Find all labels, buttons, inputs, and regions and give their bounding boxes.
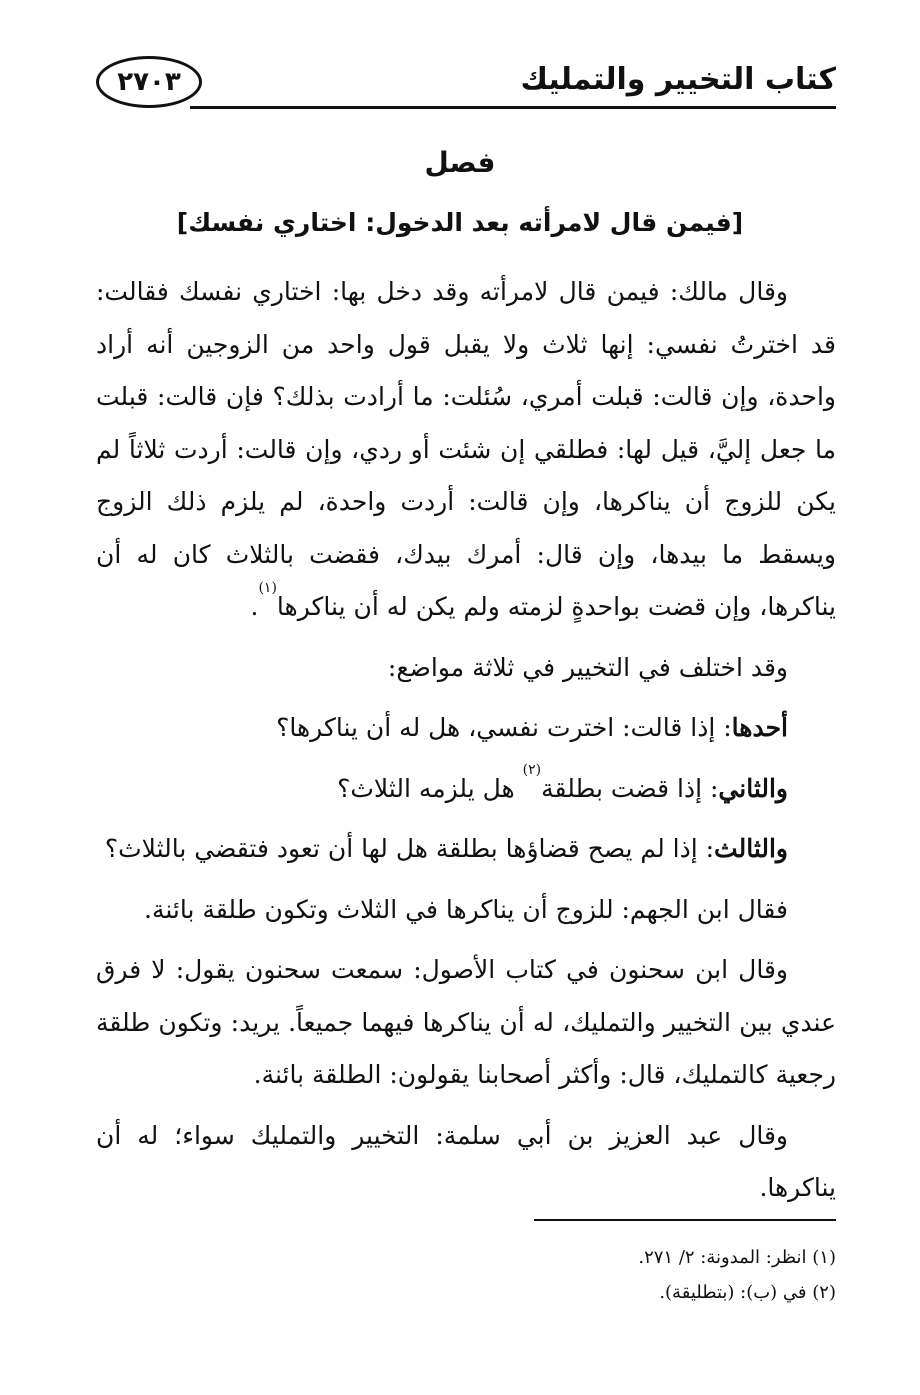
paragraph-3 xyxy=(96,702,836,755)
page-number xyxy=(96,56,202,108)
paragraph-1-end: . xyxy=(250,592,259,621)
page-number-text: ٢٧٠٣ xyxy=(117,67,181,97)
footnote-2: (٢) في (ب): (بتطليقة). xyxy=(659,1282,836,1303)
section-heading: فصل xyxy=(424,146,496,179)
paragraph-3-text: : إذا قالت: اخترت نفسي، هل له أن يناكرها؟ xyxy=(276,713,732,742)
running-header-title: كتاب التخيير والتمليك xyxy=(520,62,836,97)
paragraph-4-text-a: : إذا قضت بطلقة xyxy=(541,773,719,803)
body-text xyxy=(96,266,836,1215)
paragraph-4-text-b: هل يلزمه الثلاث؟ xyxy=(337,773,523,803)
paragraph-2: وقد اختلف في التخيير في ثلاثة مواضع: xyxy=(387,652,788,682)
paragraph-5-text: : إذا لم يصح قضاؤها بطلقة هل لها أن تعود فتقضي بالثلاث؟ xyxy=(104,834,715,863)
footnotes xyxy=(84,1240,836,1310)
paragraph-1 xyxy=(96,266,836,634)
paragraph-6: فقال ابن الجهم: للزوج أن يناكرها في الثلاث وتكون طلقة بائنة. xyxy=(144,894,788,924)
paragraph-1-text: وقال مالك: فيمن قال لامرأته وقد دخل بها: اختاري نفسك فقالت: قد اخترتُ نفسي: إنها ثلاث ولا يقبل قول واحد من الزوجين أنه أراد واحدة، وإن قالت: قبلت أمري، سُئلت: ما أرادت بذلك؟ فإن قالت: قبلت ما جعل إليَّ، قيل لها: فطلقي إن شئت أو ردي، وإن قالت: أردت ثلاثاً لم يكن للزوج أن يناكرها، وإن قالت: أردت واحدة، لم يلزم ذلك الزوج ويسقط ما بيدها، وإن قال: أمرك بيدك، فقضت بالثلاث كان له أن يناكرها، وإن قضت بواحدةٍ لزمته ولم يكن له أن يناكرها xyxy=(96,277,836,621)
footnote-separator xyxy=(534,1219,836,1221)
footnote-marker-2: (٢) xyxy=(522,761,542,778)
footnote-marker-1: (١) xyxy=(258,580,277,596)
paragraph-5-label: والثالث xyxy=(714,834,788,863)
header-rule xyxy=(190,106,836,109)
paragraph-4-label: والثاني xyxy=(718,773,788,803)
paragraph-4 xyxy=(96,763,836,816)
paragraph-3-label: أحدها xyxy=(731,713,788,742)
footnote-1: (١) انظر: المدونة: ٢/ ٢٧١. xyxy=(638,1247,836,1268)
paragraph-5 xyxy=(96,823,836,876)
paragraph-7: وقال ابن سحنون في كتاب الأصول: سمعت سحنون يقول: لا فرق عندي بين التخيير والتمليك، له أن يناكرها فيهما جميعاً. يريد: وتكون طلقة رجعية كالتمليك، قال: وأكثر أصحابنا يقولون: الطلقة بائنة. xyxy=(96,955,836,1089)
paragraph-8: وقال عبد العزيز بن أبي سلمة: التخيير والتمليك سواء؛ له أن يناكرها. xyxy=(96,1120,836,1202)
section-subheading: [فيمن قال لامرأته بعد الدخول: اختاري نفسك] xyxy=(176,208,744,237)
